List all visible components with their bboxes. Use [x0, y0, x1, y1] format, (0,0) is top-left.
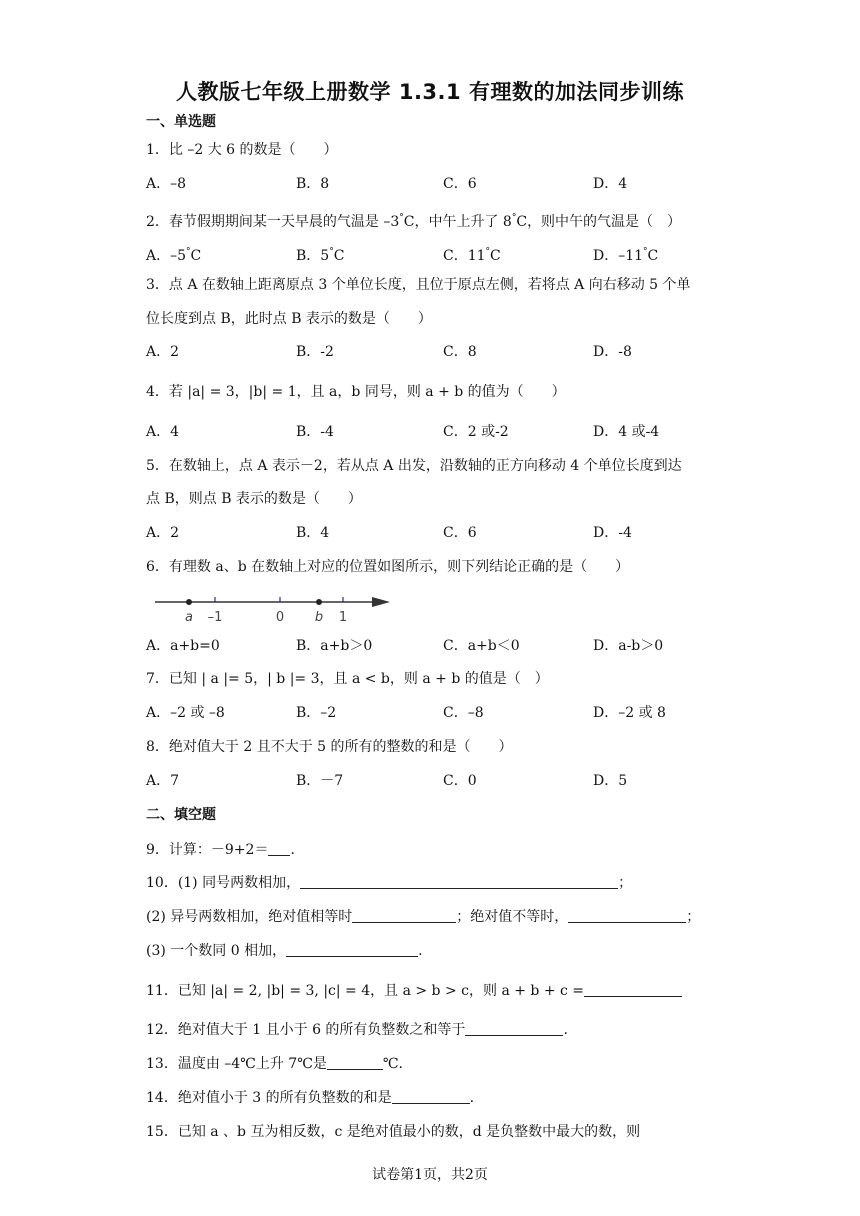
question-10-part-2-mid: ；绝对值不等时，: [456, 909, 569, 925]
option-d[interactable]: D．5: [593, 773, 628, 789]
celsius-unit: C: [490, 248, 501, 264]
celsius-unit: C: [190, 248, 202, 264]
option-b[interactable]: B．－7: [296, 773, 344, 789]
question-10-part-2-text: (2) 异号两数相加，绝对值相等时: [146, 909, 353, 925]
option-b[interactable]: B．4: [296, 525, 330, 541]
question-13-text: 13．温度由 –4℃上升 7℃是: [146, 1056, 327, 1072]
option-b[interactable]: B．-4: [296, 424, 334, 440]
degree-sign: °: [186, 247, 191, 257]
degree-sign: °: [643, 247, 648, 257]
option-a[interactable]: [146, 242, 201, 266]
option-a[interactable]: A．4: [146, 424, 180, 440]
question-8-stem: 8．绝对值大于 2 且不大于 5 的所有的整数的和是（ ）: [146, 739, 513, 755]
option-b-value: B．5: [296, 248, 330, 264]
question-9-end: .: [290, 842, 295, 858]
option-c[interactable]: C．6: [443, 525, 477, 541]
celsius-unit: C: [647, 248, 659, 264]
question-5-stem-line-2: 点 B，则点 B 表示的数是（ ）: [146, 491, 362, 507]
label-minus-one: –1: [207, 610, 223, 625]
question-10-part-1-text: 10．(1) 同号两数相加，: [146, 875, 301, 891]
option-c[interactable]: C．–8: [443, 705, 484, 721]
question-13: [146, 1054, 403, 1074]
label-b: b: [314, 610, 324, 625]
question-1-stem: 1．比 –2 大 6 的数是（ ）: [146, 142, 338, 158]
question-10-part-3-text: (3) 一个数同 0 相加，: [146, 943, 287, 959]
option-a-value: A．–5: [146, 248, 187, 264]
question-14-end: .: [469, 1090, 475, 1106]
label-zero: 0: [275, 610, 285, 625]
question-10-part-1: [146, 873, 632, 893]
answer-blank[interactable]: [584, 982, 682, 997]
question-10-part-1-end: ；: [618, 875, 633, 891]
question-14: [146, 1088, 474, 1108]
question-2-text-mid: ，中午上升了 8: [414, 214, 512, 230]
option-c[interactable]: C．6: [443, 176, 477, 192]
question-3-stem-line-2: 位长度到点 B，此时点 B 表示的数是（ ）: [146, 311, 432, 327]
page-title: 人教版七年级上册数学 1.3.1 有理数的加法同步训练: [176, 80, 684, 104]
option-d[interactable]: D．a-b＞0: [593, 638, 664, 654]
question-4-options: [146, 422, 746, 442]
section-heading-single-choice: 一、单选题: [146, 114, 216, 130]
celsius-unit: C: [333, 248, 345, 264]
option-c-value: C．11: [443, 248, 486, 264]
question-12: [146, 1020, 568, 1040]
question-11-text: 11．已知 |a| = 2, |b| = 3, |c| = 4，且 a > b > c，则 a + b + c =: [146, 983, 585, 999]
question-5-options: [146, 523, 746, 543]
question-9: [146, 840, 295, 860]
question-4-stem: 4．若 |a| = 3，|b| = 1，且 a，b 同号，则 a + b 的值为（ ）: [146, 384, 566, 400]
option-d-value: D．–11: [593, 248, 644, 264]
question-8-options: [146, 771, 746, 791]
label-one: 1: [338, 610, 348, 625]
question-11: [146, 981, 682, 1001]
number-line-figure: [150, 592, 400, 626]
option-c[interactable]: C．8: [443, 344, 477, 360]
option-b[interactable]: B．–2: [296, 705, 337, 721]
question-10-part-2: [146, 907, 700, 927]
answer-blank[interactable]: [568, 908, 686, 923]
option-d[interactable]: D．-8: [593, 344, 632, 360]
point-a: [186, 599, 192, 605]
celsius-unit: C: [516, 214, 528, 230]
section-heading-fill-in: 二、填空题: [146, 807, 216, 823]
question-7-options: [146, 703, 746, 723]
option-b[interactable]: B．a+b＞0: [296, 638, 373, 654]
option-c[interactable]: C．0: [443, 773, 477, 789]
answer-blank[interactable]: [352, 908, 456, 923]
question-10-part-3: [146, 941, 423, 961]
question-12-text: 12．绝对值大于 1 且小于 6 的所有负整数之和等于: [146, 1022, 466, 1038]
option-c[interactable]: C．a+b＜0: [443, 638, 520, 654]
option-d[interactable]: D．4 或-4: [593, 424, 660, 440]
question-6-options: [146, 636, 746, 656]
option-d[interactable]: [593, 242, 658, 266]
answer-blank[interactable]: [286, 942, 418, 957]
answer-blank[interactable]: [327, 1055, 383, 1070]
question-3-stem-line-1: 3．点 A 在数轴上距离原点 3 个单位长度，且位于原点左侧，若将点 A 向右移动 5 个单: [146, 277, 691, 293]
label-a: a: [185, 610, 193, 625]
question-7-stem: 7．已知 | a |= 5，| b |= 3，且 a < b，则 a + b 的值是（ ）: [146, 671, 549, 687]
option-d[interactable]: D．-4: [593, 525, 632, 541]
option-a[interactable]: A．2: [146, 525, 180, 541]
question-2-options: [146, 242, 746, 262]
answer-blank[interactable]: [300, 874, 618, 889]
answer-blank[interactable]: [392, 1089, 470, 1104]
option-b[interactable]: B．-2: [296, 344, 334, 360]
answer-blank[interactable]: [268, 841, 290, 856]
number-line-arrow: [372, 597, 390, 607]
option-a[interactable]: A．7: [146, 773, 180, 789]
question-2-text-post: ，则中午的气温是（ ）: [527, 214, 682, 230]
degree-sign: °: [511, 213, 517, 223]
option-c[interactable]: [443, 242, 501, 266]
question-10-part-2-end: ；: [686, 909, 701, 925]
point-b: [316, 599, 322, 605]
option-c[interactable]: C．2 或-2: [443, 424, 509, 440]
question-15-stem: 15．已知 a 、b 互为相反数，c 是绝对值最小的数，d 是负整数中最大的数，则: [146, 1124, 641, 1140]
question-3-options: [146, 342, 746, 362]
option-b[interactable]: [296, 242, 344, 266]
option-a[interactable]: A．2: [146, 344, 180, 360]
question-1-options: [146, 174, 746, 194]
answer-blank[interactable]: [465, 1021, 563, 1036]
option-d[interactable]: D．4: [593, 176, 628, 192]
option-a[interactable]: A．–2 或 –8: [146, 705, 225, 721]
question-14-text: 14．绝对值小于 3 的所有负整数的和是: [146, 1090, 392, 1106]
question-2-text-pre: 2．春节假期期间某一天早晨的气温是 –3: [146, 214, 400, 230]
question-6-stem: 6．有理数 a、b 在数轴上对应的位置如图所示，则下列结论正确的是（ ）: [146, 559, 630, 575]
degree-sign: °: [399, 213, 404, 223]
option-a[interactable]: A．a+b=0: [146, 638, 220, 654]
degree-sign: °: [329, 247, 334, 257]
question-2-stem: [146, 208, 681, 232]
question-9-text: 9．计算：－9+2＝: [146, 842, 269, 858]
question-5-stem-line-1: 5．在数轴上，点 A 表示－2，若从点 A 出发，沿数轴的正方向移动 4 个单位长度到达: [146, 458, 682, 474]
question-12-end: .: [563, 1022, 568, 1038]
celsius-unit: C: [403, 214, 415, 230]
question-10-part-3-end: .: [418, 943, 423, 959]
question-13-end: ℃.: [382, 1056, 403, 1072]
option-a[interactable]: A．–8: [146, 176, 187, 192]
degree-sign: °: [485, 247, 491, 257]
page-footer: 试卷第1页，共2页: [372, 1167, 488, 1183]
option-b[interactable]: B．8: [296, 176, 330, 192]
option-d[interactable]: D．–2 或 8: [593, 705, 666, 721]
